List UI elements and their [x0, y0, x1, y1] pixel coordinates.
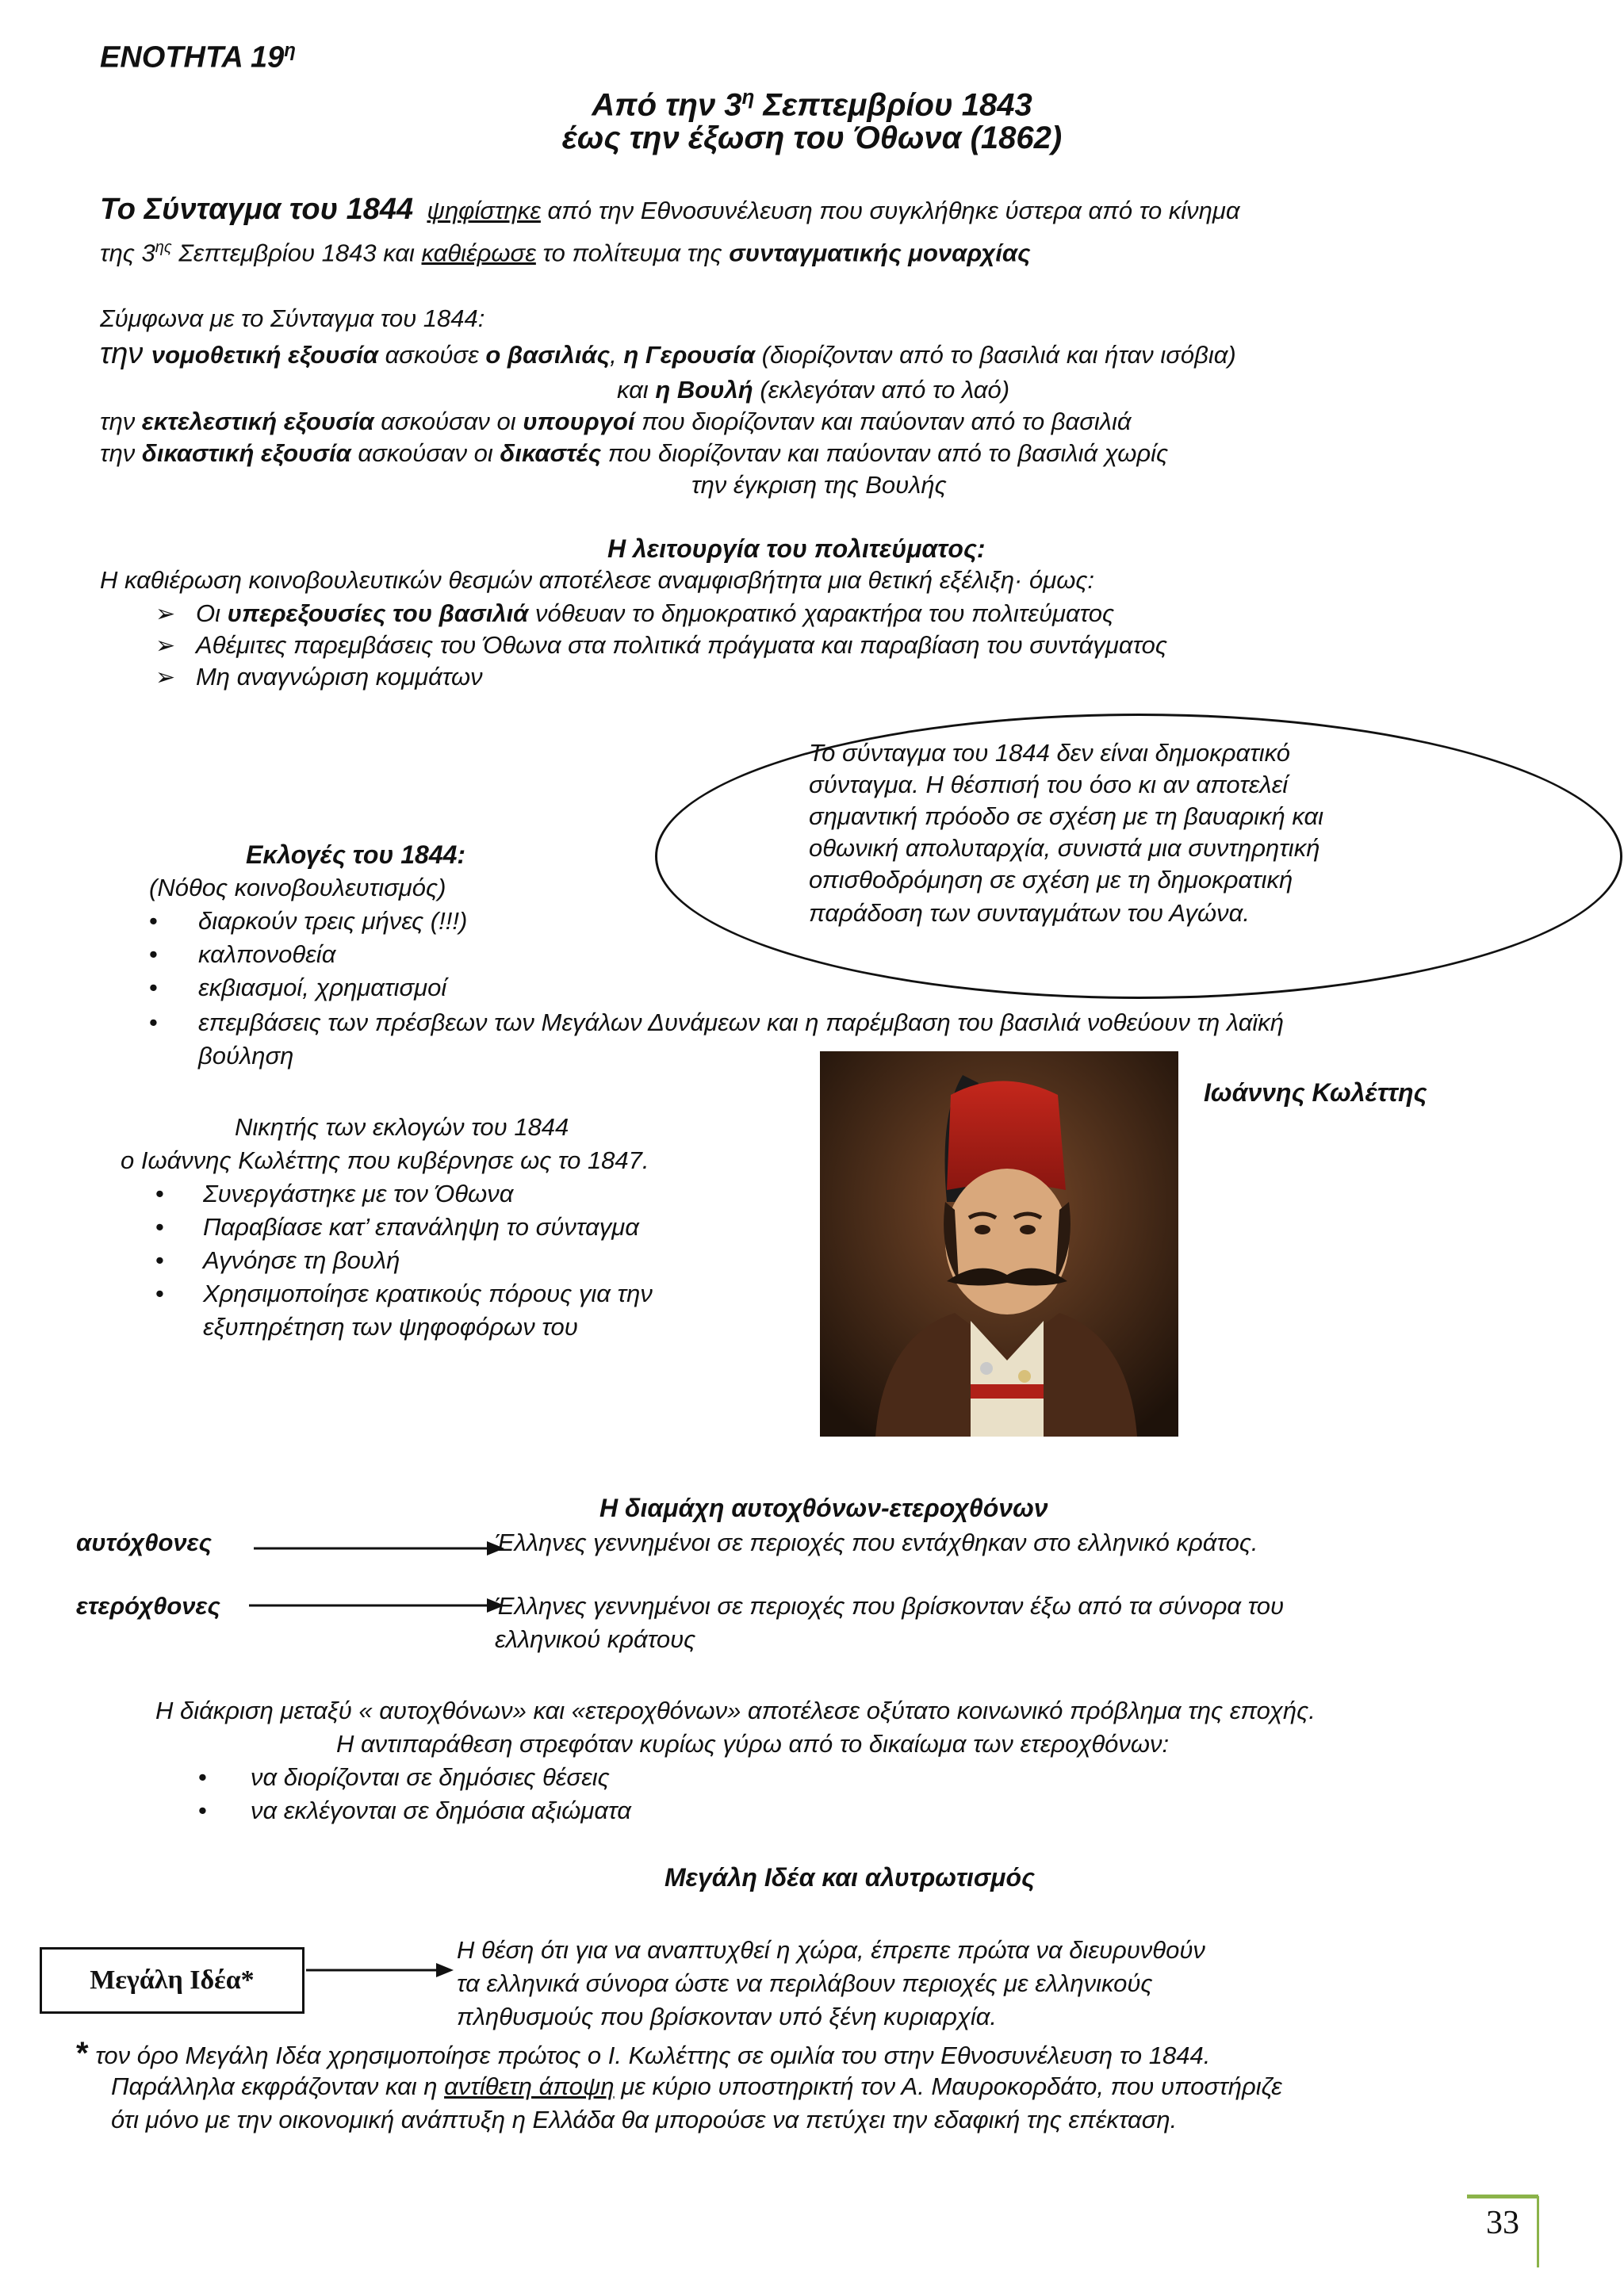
dispute-heading: Η διαμάχη αυτοχθόνων-ετεροχθόνων [599, 1494, 1048, 1522]
page-title-line1: Από την $3^\eta$ Σεπτεμβρίου 1843 [592, 85, 1032, 123]
page-number-rule [1467, 2195, 1538, 2198]
def-heterochthons: Έλληνες γεννημένοι σε περιοχές που βρίσκονταν έξω από τα σύνορα του [495, 1592, 1285, 1620]
function-item-2: ➢ Αθέμιτες παρεμβάσεις του Όθωνα στα πολιτικά πράγματα και παραβίαση του συντάγματος [155, 631, 1167, 659]
bullet-icon: • [198, 1763, 207, 1791]
footnote-1: * τον όρο Μεγάλη Ιδέα χρησιμοποίησε πρώτος ο Ι. Κωλέττης σε ομιλία του στην Εθνοσυνέλευση το 1844. [76, 2036, 1211, 2071]
bullet-icon: • [149, 907, 158, 935]
dispute-paragraph-2: Η αντιπαράθεση στρεφόταν κυρίως γύρω από το δικαίωμα των ετεροχθόνων: [336, 1730, 1170, 1758]
kolettis-item-4-cont: εξυπηρέτηση των ψηφοφόρων του [203, 1313, 578, 1341]
unit-label: ΕΝΟΤΗΤΑ $19^\eta$ [100, 40, 296, 75]
elections-heading: Εκλογές του 1844: [246, 840, 466, 869]
bullet-icon: • [155, 1246, 164, 1274]
page-number: 33 [1486, 2205, 1519, 2241]
term-heterochthons: ετερόχθονες [76, 1592, 220, 1620]
powers-judicial: την δικαστική εξουσία ασκούσαν οι δικαστές που διορίζονταν και παύονταν από το βασιλιά χωρίς [100, 439, 1169, 467]
elections-item-3: • εκβιασμοί, χρηματισμοί [149, 974, 447, 1001]
arrow-bullet-icon: ➢ [155, 664, 176, 691]
portrait-illustration [820, 1051, 1178, 1437]
megali-def-1: Η θέση ότι για να αναπτυχθεί η χώρα, έπρεπε πρώτα να διευρυνθούν [457, 1936, 1205, 1964]
note-line-3: σημαντική πρόοδο σε σχέση με τη βαυαρική και [809, 802, 1324, 830]
constitution-line1: Το Σύνταγμα του 1844 ψηφίστηκε από την Εθνοσυνέλευση που συγκλήθηκε ύστερα από το κίνημα [100, 193, 1240, 226]
powers-legislative-2: και η Βουλή (εκλεγόταν από το λαό) [617, 376, 1010, 404]
arrow-bullet-icon: ➢ [155, 633, 176, 659]
elections-item-4-cont: βούληση [198, 1042, 294, 1070]
powers-intro: Σύμφωνα με το Σύνταγμα του 1844: [100, 304, 485, 332]
def-heterochthons-cont: ελληνικού κράτους [495, 1625, 696, 1653]
elections-item-2: • καλπονοθεία [149, 940, 336, 968]
megali-heading: Μεγάλη Ιδέα και αλυτρωτισμός [665, 1863, 1036, 1892]
arrow-right-icon [252, 1536, 506, 1560]
powers-legislative: την νομοθετική εξουσία ασκούσε ο βασιλιάς, η Γερουσία (διορίζονταν από το βασιλιά και ήταν ισόβια) [100, 337, 1236, 370]
bullet-icon: • [198, 1797, 207, 1824]
kolettis-item-1: • Συνεργάστηκε με τον Όθωνα [155, 1180, 514, 1207]
megali-def-2: τα ελληνικά σύνορα ώστε να περιλάβουν περιοχές με ελληνικούς [457, 1969, 1153, 1997]
elections-sub: (Νόθος κοινοβουλευτισμός) [149, 874, 446, 901]
bullet-icon: • [149, 1008, 158, 1036]
kolettis-item-4: • Χρησιμοποίησε κρατικούς πόρους για την [155, 1280, 653, 1307]
bullet-icon: • [149, 974, 158, 1001]
bullet-icon: • [155, 1213, 164, 1241]
kolettis-winner: Νικητής των εκλογών του 1844 [235, 1113, 569, 1141]
dispute-item-2: • να εκλέγονται σε δημόσια αξιώματα [198, 1797, 631, 1824]
powers-judicial-2: την έγκριση της Βουλής [691, 471, 947, 499]
powers-executive: την εκτελεστική εξουσία ασκούσαν οι υπουργοί που διορίζονταν και παύονταν από το βασιλιά [100, 408, 1132, 435]
kolettis-governed: ο Ιωάννης Κωλέττης που κυβέρνησε ως το 1847. [121, 1146, 649, 1174]
function-item-3: ➢ Μη αναγνώριση κομμάτων [155, 663, 483, 691]
elections-item-1: • διαρκούν τρεις μήνες (!!!) [149, 907, 468, 935]
note-line-6: παράδοση των συνταγμάτων του Αγώνα. [809, 899, 1250, 927]
kolettis-portrait [820, 1051, 1178, 1437]
footnote-3: ότι μόνο με την οικονομική ανάπτυξη η Ελλάδα θα μπορούσε να πετύχει την εδαφική της επέκταση. [111, 2106, 1178, 2133]
portrait-caption: Ιωάννης Κωλέττης [1204, 1078, 1427, 1107]
megali-idea-box: Μεγάλη Ιδέα* [40, 1947, 304, 2014]
note-line-1: Το σύνταγμα του 1844 δεν είναι δημοκρατικό [809, 739, 1291, 767]
bullet-icon: • [149, 940, 158, 968]
elections-item-4: • επεμβάσεις των πρέσβεων των Μεγάλων Δυνάμεων και η παρέμβαση του βασιλιά νοθεύουν τη λαϊκή [149, 1008, 1284, 1036]
def-autochthons: Έλληνες γεννημένοι σε περιοχές που εντάχθηκαν στο ελληνικό κράτος. [495, 1529, 1258, 1556]
footnote-2: Παράλληλα εκφράζονταν και η αντίθετη άποψη με κύριο υποστηρικτή τον Α. Μαυροκορδάτο, που υποστήριζε [111, 2072, 1282, 2100]
kolettis-item-3: • Αγνόησε τη βουλή [155, 1246, 400, 1274]
arrow-bullet-icon: ➢ [155, 601, 176, 627]
note-line-5: οπισθοδρόμηση σε σχέση με τη δημοκρατική [809, 866, 1293, 894]
note-line-4: οθωνική απολυταρχία, συνιστά μια συντηρητική [809, 834, 1320, 862]
megali-def-3: πληθυσμούς που βρίσκονταν υπό ξένη κυριαρχία. [457, 2003, 998, 2030]
term-autochthons: αυτόχθονες [76, 1529, 212, 1556]
page-title-line2: έως την έξωση του Όθωνα (1862) [561, 121, 1063, 155]
dispute-paragraph-1: Η διάκριση μεταξύ « αυτοχθόνων» και «ετεροχθόνων» αποτέλεσε οξύτατο κοινωνικό πρόβλημα της εποχής. [155, 1697, 1316, 1724]
bullet-icon: • [155, 1280, 164, 1307]
function-heading: Η λειτουργία του πολιτεύματος: [607, 534, 986, 563]
arrow-right-icon [247, 1594, 506, 1617]
constitution-line2: της $3^{\eta\varsigma}$ Σεπτεμβρίου 1843 και καθιέρωσε το πολίτευμα της συνταγματικής μοναρχίας [100, 239, 1031, 267]
kolettis-item-2: • Παραβίασε κατ’ επανάληψη το σύνταγμα [155, 1213, 639, 1241]
function-item-1: ➢ Οι υπερεξουσίες του βασιλιά νόθευαν το δημοκρατικό χαρακτήρα του πολιτεύματος [155, 599, 1115, 627]
note-line-2: σύνταγμα. Η θέσπισή του όσο κι αν αποτελεί [809, 771, 1289, 798]
bullet-icon: • [155, 1180, 164, 1207]
arrow-right-icon [304, 1958, 455, 1982]
dispute-item-1: • να διορίζονται σε δημόσιες θέσεις [198, 1763, 610, 1791]
function-intro: Η καθιέρωση κοινοβουλευτικών θεσμών αποτέλεσε αναμφισβήτητα μια θετική εξέλιξη· όμως: [100, 566, 1095, 594]
